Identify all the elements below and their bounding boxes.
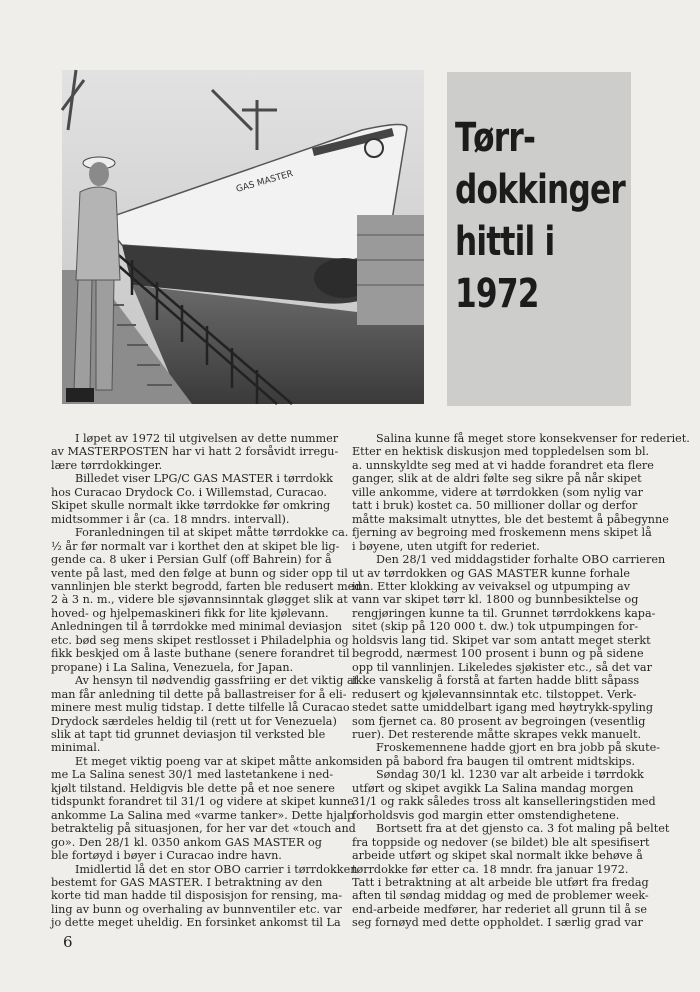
text-line: bestemt for GAS MASTER. I betraktning av den — [51, 875, 323, 889]
text-line: gende ca. 8 uker i Persian Gulf (off Bahrein) for å — [51, 553, 332, 567]
paragraph — [352, 432, 690, 553]
text-line: vann var skipet tørr kl. 1800 og bunnbesiktelse og — [352, 593, 639, 607]
text-line: 31/1 og rakk således tross alt kanselleringstiden med — [352, 795, 656, 809]
text-line: arbeide utført og skipet skal normalt ikke behøve å — [352, 849, 643, 863]
text-line: Tatt i betraktning at alt arbeide ble utført fra fredag — [352, 875, 649, 889]
text-line: I løpet av 1972 til utgivelsen av dette nummer — [75, 432, 339, 445]
text-line: i bøyene, uten utgift for rederiet. — [352, 539, 540, 553]
text-line: Den 28/1 ved middagstider forhalte OBO carrieren — [376, 553, 666, 567]
text-line: fjerning av begroing med froskemenn mens skipet lå — [352, 526, 652, 540]
text-line: ankomme La Salina med «varme tanker». Dette hjalp — [51, 808, 355, 822]
page-number: 6 — [63, 933, 73, 951]
text-line: 2 à 3 n. m., videre ble sjøvannsinntak gløgget slik at — [51, 593, 348, 607]
title-panel — [447, 72, 631, 406]
text-line: opp til vannlinjen. Likeledes sjøkister etc., så det var — [352, 660, 652, 674]
text-line: aften til søndag middag og med de problemer week- — [352, 889, 649, 903]
drydock-photo — [62, 70, 424, 404]
text-column-right — [352, 432, 690, 930]
paragraph — [51, 754, 357, 863]
text-line: ling av bunn og overhaling av bunnventiler etc. var — [51, 902, 342, 916]
ship-name-lettering: GAS MASTER — [235, 169, 295, 195]
text-line: end-arbeide medfører, har rederiet all grunn til å se — [352, 902, 647, 916]
text-line: begrodd, nærmest 100 prosent i bunn og på sidene — [352, 647, 644, 661]
text-line: korte tid man hadde til disposisjon for rensing, ma- — [51, 889, 343, 903]
paragraph — [352, 553, 666, 741]
text-line: redusert og kjølevannsinntak etc. tilstoppet. Verk- — [352, 687, 637, 701]
text-line: ½ år før normalt var i korthet den at skipet ble lig- — [51, 539, 340, 553]
text-line: Froskemennene hadde gjort en bra jobb på skute- — [376, 741, 660, 755]
text-line: midtsommer i år (ca. 18 mndrs. intervall). — [51, 512, 290, 526]
text-line: go». Den 28/1 kl. 0350 ankom GAS MASTER og — [51, 835, 322, 849]
article-title: Tørr- dokkinger hittil i 1972 — [455, 115, 626, 317]
paragraph — [352, 768, 656, 822]
text-line: ganger, slik at de aldri følte seg sikre på når skipet — [352, 472, 642, 486]
text-line: fra toppside og nedover (se bildet) ble alt spesifisert — [352, 835, 650, 849]
text-line: betraktelig på situasjonen, for her var det «touch and — [51, 822, 356, 836]
text-line: ikke vanskelig å forstå at farten hadde blitt såpass — [352, 674, 640, 688]
text-line: utført og skipet avgikk La Salina mandag morgen — [352, 781, 634, 795]
ship-in-drydock-illustration — [62, 70, 424, 404]
text-line: slik at tapt tid grunnet deviasjon til verksted ble — [51, 727, 326, 741]
paragraph — [51, 862, 358, 930]
text-line: ville ankomme, videre at tørrdokken (som nylig var — [352, 485, 644, 499]
text-line: av MASTERPOSTEN har vi hatt 2 forsåvidt irregu- — [51, 445, 339, 459]
text-line: ruer). Det resterende måtte skrapes vekk manuelt. — [352, 727, 642, 741]
text-line: Imidlertid lå det en stor OBO carrier i tørrdokken — [75, 862, 358, 876]
text-line: rengjøringen kunne ta til. Grunnet tørrdokkens kapa- — [352, 606, 656, 620]
text-line: inn. Etter klokking av veivaksel og utpumping av — [352, 579, 631, 593]
text-line: Skipet skulle normalt ikke tørrdokke før omkring — [51, 499, 331, 513]
text-line: vannlinjen ble sterkt begrodd, farten ble redusert med — [51, 579, 362, 593]
text-line: me La Salina senest 30/1 med lastetankene i ned- — [51, 768, 334, 782]
text-line: Drydock særdeles heldig til (rett ut for Venezuela) — [51, 714, 337, 728]
text-line: fikk beskjed om å laste buthane (senere forandret til — [51, 647, 350, 661]
text-line: kjølt tilstand. Heldigvis ble dette på et noe senere — [51, 781, 335, 795]
paragraph — [51, 472, 333, 526]
text-line: tidspunkt forandret til 31/1 og videre at skipet kunne — [51, 795, 354, 809]
text-line: Anledningen til å tørrdokke med minimal deviasjon — [51, 620, 343, 634]
text-line: ble fortøyd i bøyer i Curacao indre havn. — [51, 849, 282, 863]
text-line: Søndag 30/1 kl. 1230 var alt arbeide i tørrdokk — [376, 768, 644, 782]
text-line: minimal. — [51, 741, 101, 755]
text-line: etc. bød seg mens skipet restlosset i Philadelphia og — [51, 633, 349, 647]
text-line: Billedet viser LPG/C GAS MASTER i tørrdokk — [75, 472, 333, 486]
text-line: minere mest mulig tidstap. I dette tilfelle lå Curacao — [51, 701, 350, 715]
text-line: lære tørrdokkinger. — [51, 458, 163, 472]
text-line: a. unnskyldte seg med at vi hadde forandret eta flere — [352, 458, 654, 472]
text-line: ut av tørrdokken og GAS MASTER kunne forhale — [352, 566, 630, 580]
text-line: som fjernet ca. 80 prosent av begroingen (vesentlig — [352, 714, 646, 728]
text-line: vente på last, med den følge at bunn og sider opp til — [51, 566, 348, 580]
text-line: Av hensyn til nødvendig gassfriing er det viktig at — [75, 674, 359, 688]
text-line: Salina kunne få meget store konsekvenser for rederiet. — [376, 432, 690, 445]
paragraph — [51, 432, 339, 472]
text-line: seg fornøyd med dette oppholdet. I særlig grad var — [352, 916, 643, 930]
text-line: hoved- og hjelpemaskineri fikk for lite kjølevann. — [51, 606, 329, 620]
text-line: jo dette meget uheldig. En forsinket ankomst til La — [51, 916, 341, 930]
text-line: Et meget viktig poeng var at skipet måtte ankom- — [75, 754, 357, 768]
paragraph — [352, 822, 670, 930]
text-line: holdsvis lang tid. Skipet var som antatt meget sterkt — [352, 633, 651, 647]
text-column-left — [51, 432, 362, 930]
text-line: hos Curacao Drydock Co. i Willemstad, Curacao. — [51, 485, 327, 499]
text-line: sitet (skip på 120 000 t. dw.) tok utpumpingen for- — [352, 620, 639, 634]
text-line: propane) i La Salina, Venezuela, for Japan. — [51, 660, 294, 674]
text-line: tørrdokke før etter ca. 18 mndr. fra januar 1972. — [352, 862, 629, 876]
text-line: stedet satte umiddelbart igang med høytrykk-spyling — [352, 701, 654, 715]
paragraph — [352, 741, 660, 768]
text-line: siden på babord fra baugen til omtrent midtskips. — [352, 754, 636, 768]
text-line: man får anledning til dette på ballastreiser for å eli- — [51, 687, 347, 701]
text-line: forholdsvis god margin etter omstendighetene. — [352, 808, 620, 822]
text-line: Foranledningen til at skipet måtte tørrdokke ca. — [75, 526, 349, 540]
paragraph — [51, 674, 359, 755]
text-line: måtte maksimalt utnyttes, ble det bestemt å påbegynne — [352, 512, 669, 526]
text-line: Bortsett fra at det gjensto ca. 3 fot maling på beltet — [376, 822, 670, 836]
text-line: tatt i bruk) kostet ca. 50 millioner dollar og derfor — [352, 499, 638, 513]
paragraph — [51, 526, 362, 674]
text-line: Etter en hektisk diskusjon med toppledelsen som bl. — [352, 445, 650, 459]
